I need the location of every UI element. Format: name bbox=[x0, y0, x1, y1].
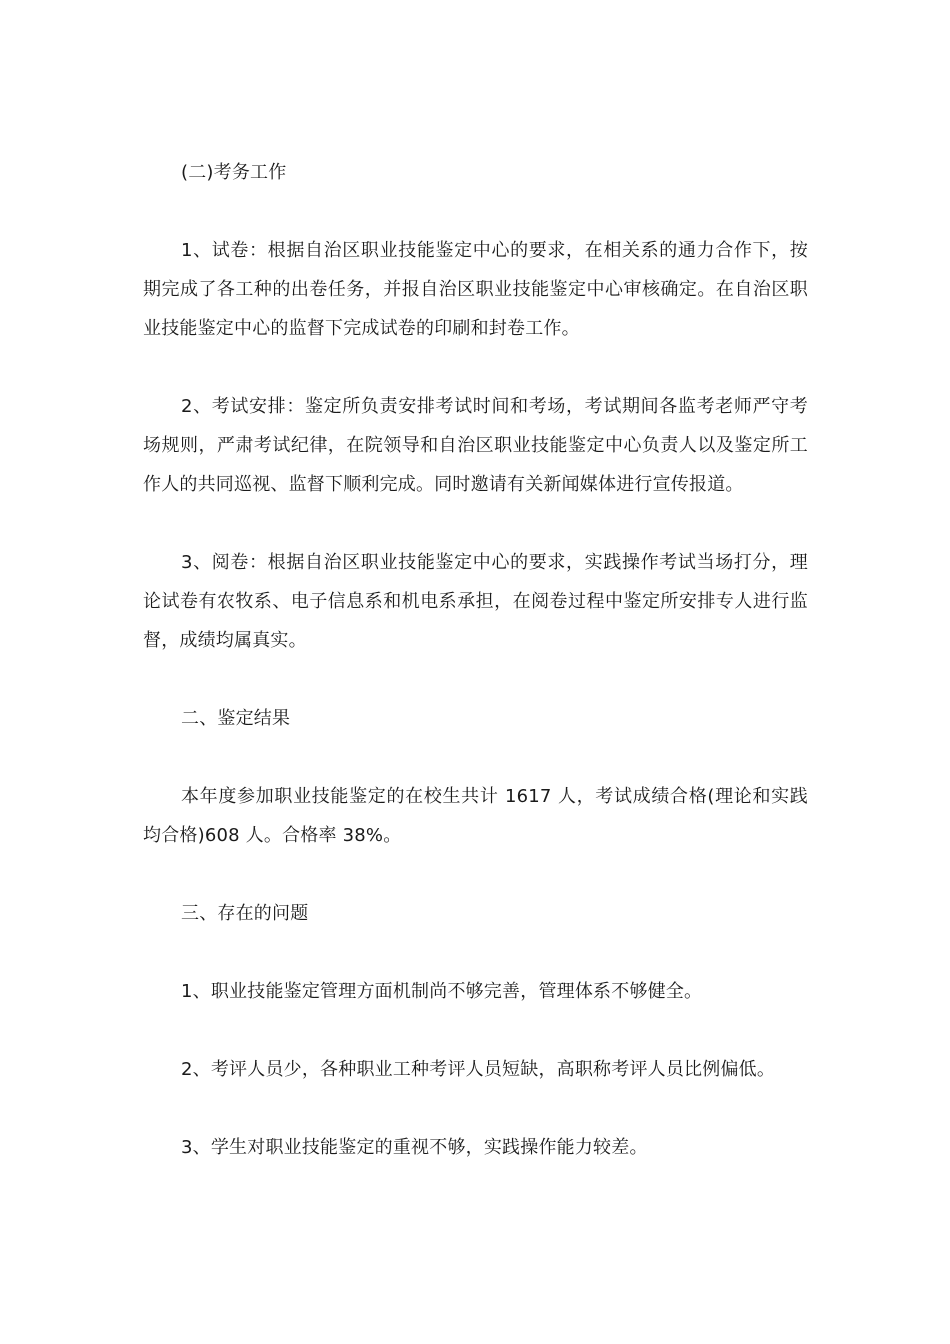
paragraph-grading: 3、阅卷：根据自治区职业技能鉴定中心的要求，实践操作考试当场打分，理论试卷有农牧系、电子信息系和机电系承担，在阅卷过程中鉴定所安排专人进行监督，成绩均属真实。 bbox=[143, 552, 808, 651]
paragraph-exam-arrangement: 2、考试安排：鉴定所负责安排考试时间和考场，考试期间各监考老师严守考场规则，严肃考试纪律，在院领导和自治区职业技能鉴定中心负责人以及鉴定所工作人的共同巡视、监督下顺利完成。同时邀请有关新闻媒体进行宣传报道。 bbox=[143, 396, 808, 495]
paragraph-exam-papers: 1、试卷：根据自治区职业技能鉴定中心的要求，在相关系的通力合作下，按期完成了各工种的出卷任务，并报自治区职业技能鉴定中心审核确定。在自治区职业技能鉴定中心的监督下完成试卷的印刷和封卷工作。 bbox=[143, 240, 808, 339]
paragraph-problem-3: 3、学生对职业技能鉴定的重视不够，实践操作能力较差。 bbox=[181, 1137, 648, 1158]
section-heading-exam-affairs: (二)考务工作 bbox=[181, 162, 287, 183]
paragraph-results: 本年度参加职业技能鉴定的在校生共计 1617 人，考试成绩合格(理论和实践均合格)608 人。合格率 38%。 bbox=[143, 786, 808, 846]
section-heading-results: 二、鉴定结果 bbox=[181, 708, 291, 729]
paragraph-problem-2: 2、考评人员少，各种职业工种考评人员短缺，高职称考评人员比例偏低。 bbox=[181, 1059, 776, 1080]
section-heading-problems: 三、存在的问题 bbox=[181, 903, 309, 924]
paragraph-problem-1: 1、职业技能鉴定管理方面机制尚不够完善，管理体系不够健全。 bbox=[181, 981, 703, 1002]
document-body bbox=[143, 153, 808, 1167]
